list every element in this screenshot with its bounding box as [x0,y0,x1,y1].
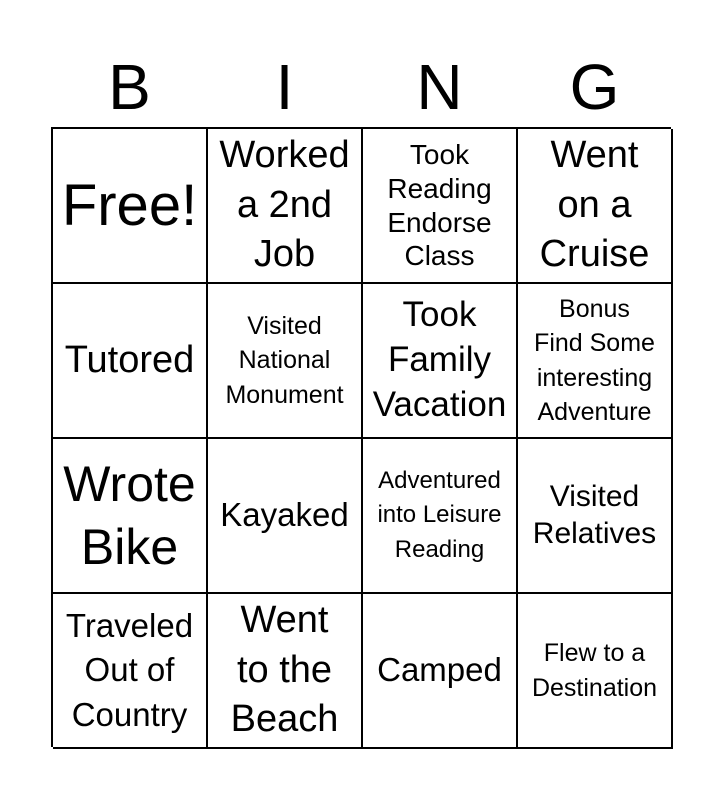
cell-text: Wrote Bike [63,456,196,575]
bingo-cell[interactable] [363,439,518,594]
cell-text: Kayaked [220,496,349,534]
cell-text: Bonus Find Some interesting Adventure [534,294,655,426]
header-letter-n: N [416,51,463,123]
cell-text: Went to the Beach [230,599,339,741]
header-letter-g: G [569,51,620,123]
cell-text: Traveled Out of Country [65,606,194,733]
cell-text: Flew to a Destination [531,639,658,702]
bingo-card-grid [51,127,671,747]
bingo-cell[interactable] [208,594,363,749]
bingo-header [52,52,672,122]
cell-text: Visited National Monument [225,311,344,409]
cell-text: Adventured into Leisure Reading [377,467,502,563]
cell-text: Worked a 2nd Job [219,134,350,276]
bingo-cell[interactable] [363,129,518,284]
bingo-cell[interactable] [208,129,363,284]
bingo-cell[interactable] [518,284,673,439]
bingo-cell[interactable] [363,284,518,439]
bingo-cell[interactable] [518,129,673,284]
bingo-cell[interactable] [53,594,208,749]
bingo-cell[interactable] [53,284,208,439]
bingo-cell[interactable] [208,439,363,594]
cell-text: Visited Relatives [532,479,657,550]
cell-text: Went on a Cruise [539,134,650,276]
cell-text: Free! [61,172,198,238]
header-letter-b: B [108,51,151,123]
bingo-cell[interactable] [208,284,363,439]
bingo-cell[interactable] [53,439,208,594]
cell-text: Camped [377,651,502,689]
bingo-cell-free[interactable] [53,129,208,284]
cell-text: Took Reading Endorse Class [387,138,492,272]
cell-text: Tutored [64,338,195,381]
bingo-cell[interactable] [518,594,673,749]
header-letter-i: I [275,51,294,123]
bingo-cell[interactable] [518,439,673,594]
cell-text: Took Family Vacation [372,295,507,424]
bingo-cell[interactable] [363,594,518,749]
